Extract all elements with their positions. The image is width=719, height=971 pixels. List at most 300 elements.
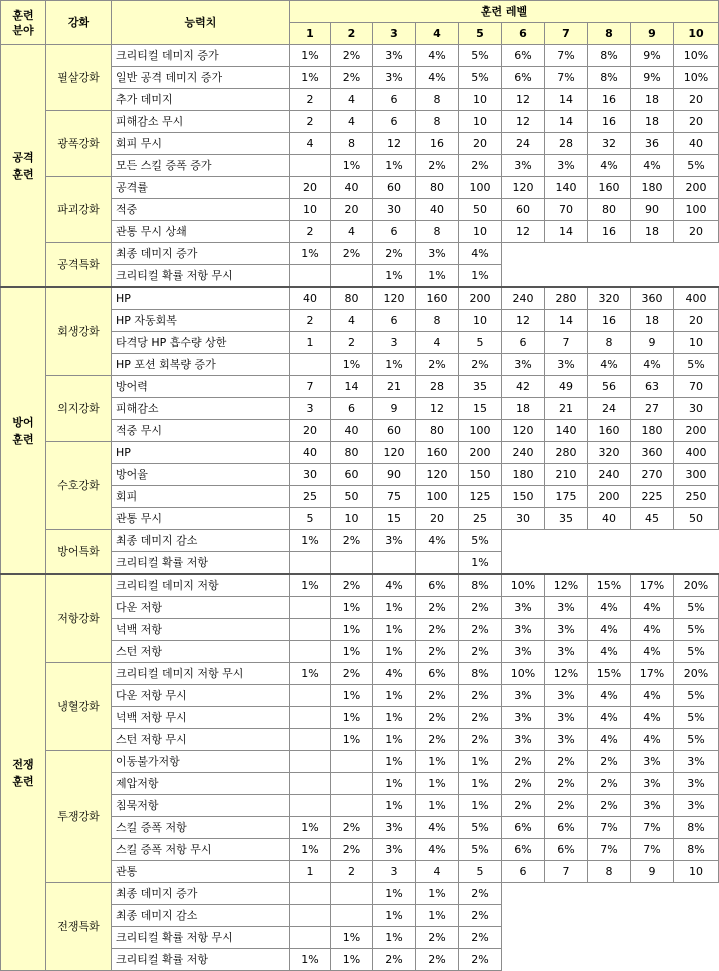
stat-name-cell: 최종 데미지 감소 bbox=[112, 905, 290, 927]
stat-name-cell: 스킬 증폭 저항 bbox=[112, 817, 290, 839]
level-value-cell: 10 bbox=[674, 861, 719, 883]
level-value-cell: 3% bbox=[674, 795, 719, 817]
stat-name-cell: 다운 저항 무시 bbox=[112, 685, 290, 707]
level-value-cell: 4% bbox=[588, 597, 631, 619]
level-value-cell: 2 bbox=[290, 89, 331, 111]
level-value-cell: 1% bbox=[416, 883, 459, 905]
level-value-cell: 160 bbox=[588, 177, 631, 199]
stat-name-cell: 침묵저항 bbox=[112, 795, 290, 817]
level-value-cell: 24 bbox=[502, 133, 545, 155]
stat-name-cell: 스킬 증폭 저항 무시 bbox=[112, 839, 290, 861]
level-value-cell: 2% bbox=[459, 949, 502, 971]
level-value-cell: 1% bbox=[373, 707, 416, 729]
level-value-cell: 7% bbox=[588, 817, 631, 839]
level-value-cell: 12 bbox=[502, 111, 545, 133]
level-value-cell: 12 bbox=[502, 310, 545, 332]
header-stat: 능력치 bbox=[112, 1, 290, 45]
level-value-cell: 40 bbox=[674, 133, 719, 155]
level-value-cell: 3 bbox=[373, 332, 416, 354]
level-value-cell: 2% bbox=[459, 619, 502, 641]
level-value-cell: 1% bbox=[459, 795, 502, 817]
level-value-cell: 8% bbox=[588, 45, 631, 67]
level-value-cell: 3% bbox=[545, 707, 588, 729]
level-value-cell: 1% bbox=[416, 751, 459, 773]
level-value-cell bbox=[290, 729, 331, 751]
level-value-cell: 18 bbox=[631, 111, 674, 133]
level-value-cell: 16 bbox=[416, 133, 459, 155]
level-value-cell: 10 bbox=[459, 310, 502, 332]
level-value-cell: 1% bbox=[373, 795, 416, 817]
level-value-cell: 4% bbox=[588, 641, 631, 663]
level-value-cell: 2% bbox=[416, 155, 459, 177]
level-value-cell: 5% bbox=[674, 729, 719, 751]
level-value-cell: 14 bbox=[545, 221, 588, 243]
level-value-cell: 2 bbox=[331, 332, 373, 354]
enhancement-group-cell: 광폭강화 bbox=[46, 111, 112, 177]
level-value-cell: 6 bbox=[502, 861, 545, 883]
level-value-cell: 270 bbox=[631, 464, 674, 486]
level-value-cell: 2% bbox=[416, 354, 459, 376]
header-group: 강화 bbox=[46, 1, 112, 45]
level-value-cell: 120 bbox=[373, 442, 416, 464]
stat-name-cell: 방어율 bbox=[112, 464, 290, 486]
level-value-cell: 4% bbox=[588, 619, 631, 641]
level-value-cell: 280 bbox=[545, 442, 588, 464]
level-value-cell: 1% bbox=[290, 574, 331, 597]
level-value-cell: 2% bbox=[459, 729, 502, 751]
table-row bbox=[1, 530, 719, 552]
level-value-cell: 30 bbox=[290, 464, 331, 486]
level-value-cell: 2% bbox=[331, 530, 373, 552]
level-value-cell: 2% bbox=[502, 773, 545, 795]
level-value-cell: 5% bbox=[459, 530, 502, 552]
level-value-cell: 2% bbox=[416, 949, 459, 971]
level-value-cell: 4 bbox=[290, 133, 331, 155]
level-value-cell: 8% bbox=[674, 839, 719, 861]
level-value-cell: 60 bbox=[373, 420, 416, 442]
level-value-cell: 40 bbox=[331, 420, 373, 442]
table-row bbox=[1, 751, 719, 773]
level-value-cell: 3% bbox=[416, 243, 459, 265]
level-value-cell: 40 bbox=[588, 508, 631, 530]
level-value-cell: 4% bbox=[588, 354, 631, 376]
level-value-cell: 2% bbox=[545, 795, 588, 817]
level-value-cell: 1% bbox=[416, 795, 459, 817]
level-value-cell: 3% bbox=[502, 354, 545, 376]
level-value-cell: 240 bbox=[588, 464, 631, 486]
level-value-cell: 6 bbox=[373, 310, 416, 332]
level-value-cell: 3% bbox=[502, 155, 545, 177]
level-value-cell: 6 bbox=[331, 398, 373, 420]
level-value-cell: 8 bbox=[416, 111, 459, 133]
level-value-cell: 225 bbox=[631, 486, 674, 508]
header-level: 6 bbox=[502, 23, 545, 45]
table-row bbox=[1, 45, 719, 67]
level-value-cell: 60 bbox=[502, 199, 545, 221]
level-value-cell: 2% bbox=[331, 574, 373, 597]
level-value-cell: 3% bbox=[502, 729, 545, 751]
level-value-cell: 2% bbox=[331, 45, 373, 67]
level-value-cell bbox=[290, 883, 331, 905]
level-value-cell: 17% bbox=[631, 663, 674, 685]
empty-area bbox=[502, 883, 719, 971]
level-value-cell: 2% bbox=[459, 641, 502, 663]
level-value-cell: 3% bbox=[545, 597, 588, 619]
enhancement-group-cell: 의지강화 bbox=[46, 376, 112, 442]
level-value-cell: 2% bbox=[331, 839, 373, 861]
level-value-cell: 49 bbox=[545, 376, 588, 398]
level-value-cell: 8 bbox=[416, 310, 459, 332]
level-value-cell: 1% bbox=[416, 905, 459, 927]
level-value-cell: 20 bbox=[674, 221, 719, 243]
level-value-cell: 14 bbox=[545, 111, 588, 133]
level-value-cell bbox=[290, 773, 331, 795]
level-value-cell: 1% bbox=[290, 949, 331, 971]
level-value-cell: 3% bbox=[373, 839, 416, 861]
level-value-cell: 8 bbox=[416, 89, 459, 111]
level-value-cell: 200 bbox=[588, 486, 631, 508]
level-value-cell: 2% bbox=[416, 685, 459, 707]
level-value-cell: 120 bbox=[416, 464, 459, 486]
level-value-cell: 9 bbox=[373, 398, 416, 420]
level-value-cell: 1% bbox=[331, 155, 373, 177]
level-value-cell: 20 bbox=[331, 199, 373, 221]
level-value-cell: 400 bbox=[674, 287, 719, 310]
level-value-cell: 10% bbox=[502, 663, 545, 685]
level-value-cell: 100 bbox=[416, 486, 459, 508]
level-value-cell: 5% bbox=[674, 707, 719, 729]
level-value-cell bbox=[290, 795, 331, 817]
enhancement-group-cell: 저항강화 bbox=[46, 574, 112, 663]
level-value-cell: 6% bbox=[502, 67, 545, 89]
level-value-cell: 2% bbox=[416, 707, 459, 729]
level-value-cell: 80 bbox=[331, 442, 373, 464]
level-value-cell: 20 bbox=[674, 89, 719, 111]
table-row bbox=[1, 111, 719, 133]
table-header bbox=[1, 1, 719, 45]
stat-name-cell: 타격당 HP 흡수량 상한 bbox=[112, 332, 290, 354]
level-value-cell: 1% bbox=[373, 905, 416, 927]
level-value-cell: 8 bbox=[331, 133, 373, 155]
level-value-cell: 1% bbox=[290, 530, 331, 552]
level-value-cell: 7% bbox=[631, 817, 674, 839]
level-value-cell bbox=[331, 265, 373, 288]
level-value-cell: 3% bbox=[373, 67, 416, 89]
level-value-cell: 1% bbox=[373, 265, 416, 288]
level-value-cell: 2% bbox=[373, 243, 416, 265]
level-value-cell: 28 bbox=[545, 133, 588, 155]
level-value-cell bbox=[290, 619, 331, 641]
stat-name-cell: HP 자동회복 bbox=[112, 310, 290, 332]
level-value-cell: 2% bbox=[588, 795, 631, 817]
level-value-cell: 3% bbox=[545, 729, 588, 751]
level-value-cell: 200 bbox=[674, 177, 719, 199]
level-value-cell: 60 bbox=[331, 464, 373, 486]
level-value-cell bbox=[290, 155, 331, 177]
level-value-cell: 3% bbox=[373, 45, 416, 67]
stat-name-cell: 크리티컬 확률 저항 무시 bbox=[112, 265, 290, 288]
level-value-cell: 4% bbox=[631, 155, 674, 177]
level-value-cell: 140 bbox=[545, 420, 588, 442]
level-value-cell: 150 bbox=[502, 486, 545, 508]
level-value-cell: 3% bbox=[502, 707, 545, 729]
level-value-cell: 16 bbox=[588, 310, 631, 332]
level-value-cell: 3% bbox=[545, 354, 588, 376]
level-value-cell: 5% bbox=[459, 839, 502, 861]
table-body bbox=[1, 45, 719, 971]
level-value-cell: 3% bbox=[545, 685, 588, 707]
stat-name-cell: 스턴 저항 bbox=[112, 641, 290, 663]
level-value-cell: 9% bbox=[631, 45, 674, 67]
level-value-cell: 3% bbox=[502, 685, 545, 707]
level-value-cell: 4% bbox=[416, 817, 459, 839]
level-value-cell: 12 bbox=[502, 89, 545, 111]
level-value-cell: 1% bbox=[331, 707, 373, 729]
level-value-cell: 15 bbox=[373, 508, 416, 530]
level-value-cell: 240 bbox=[502, 287, 545, 310]
level-value-cell: 120 bbox=[502, 177, 545, 199]
table-row bbox=[1, 442, 719, 464]
level-value-cell: 4 bbox=[331, 310, 373, 332]
level-value-cell: 1% bbox=[331, 685, 373, 707]
stat-name-cell: 크리티컬 확률 저항 무시 bbox=[112, 927, 290, 949]
level-value-cell: 3% bbox=[502, 619, 545, 641]
level-value-cell: 320 bbox=[588, 442, 631, 464]
level-value-cell: 12 bbox=[373, 133, 416, 155]
stat-name-cell: 다운 저항 bbox=[112, 597, 290, 619]
level-value-cell: 175 bbox=[545, 486, 588, 508]
header-level: 3 bbox=[373, 23, 416, 45]
level-value-cell bbox=[331, 751, 373, 773]
level-value-cell: 7% bbox=[631, 839, 674, 861]
level-value-cell: 70 bbox=[674, 376, 719, 398]
level-value-cell: 20% bbox=[674, 663, 719, 685]
level-value-cell: 75 bbox=[373, 486, 416, 508]
level-value-cell: 4% bbox=[416, 45, 459, 67]
stat-name-cell: 일반 공격 데미지 증가 bbox=[112, 67, 290, 89]
level-value-cell: 1% bbox=[373, 883, 416, 905]
stat-name-cell: 크리티컬 확률 저항 bbox=[112, 552, 290, 575]
level-value-cell: 5% bbox=[674, 597, 719, 619]
level-value-cell: 18 bbox=[631, 221, 674, 243]
table-row bbox=[1, 663, 719, 685]
level-value-cell: 4 bbox=[416, 861, 459, 883]
level-value-cell: 10% bbox=[502, 574, 545, 597]
level-value-cell: 4% bbox=[373, 663, 416, 685]
level-value-cell: 40 bbox=[416, 199, 459, 221]
level-value-cell: 5% bbox=[674, 155, 719, 177]
level-value-cell: 80 bbox=[416, 177, 459, 199]
level-value-cell bbox=[290, 354, 331, 376]
level-value-cell: 1% bbox=[373, 641, 416, 663]
stat-name-cell: 최종 데미지 증가 bbox=[112, 883, 290, 905]
level-value-cell: 1% bbox=[331, 597, 373, 619]
level-value-cell: 6% bbox=[416, 663, 459, 685]
enhancement-group-cell: 냉혈강화 bbox=[46, 663, 112, 751]
level-value-cell bbox=[331, 883, 373, 905]
level-value-cell bbox=[331, 773, 373, 795]
level-value-cell: 20 bbox=[290, 420, 331, 442]
level-value-cell: 20 bbox=[459, 133, 502, 155]
level-value-cell: 14 bbox=[331, 376, 373, 398]
level-value-cell: 4% bbox=[631, 685, 674, 707]
table-row bbox=[1, 177, 719, 199]
level-value-cell: 21 bbox=[373, 376, 416, 398]
level-value-cell: 4% bbox=[631, 729, 674, 751]
level-value-cell: 2% bbox=[588, 773, 631, 795]
level-value-cell: 10 bbox=[459, 111, 502, 133]
level-value-cell: 50 bbox=[331, 486, 373, 508]
level-value-cell: 4% bbox=[588, 707, 631, 729]
level-value-cell: 40 bbox=[290, 442, 331, 464]
level-value-cell: 70 bbox=[545, 199, 588, 221]
level-value-cell: 1% bbox=[373, 619, 416, 641]
level-value-cell: 2% bbox=[459, 597, 502, 619]
level-value-cell: 14 bbox=[545, 89, 588, 111]
level-value-cell: 8 bbox=[588, 332, 631, 354]
level-value-cell: 3% bbox=[545, 641, 588, 663]
header-level: 9 bbox=[631, 23, 674, 45]
level-value-cell: 7 bbox=[545, 861, 588, 883]
level-value-cell: 1% bbox=[331, 354, 373, 376]
level-value-cell: 3% bbox=[502, 597, 545, 619]
level-value-cell: 180 bbox=[631, 420, 674, 442]
level-value-cell: 35 bbox=[545, 508, 588, 530]
level-value-cell: 6 bbox=[502, 332, 545, 354]
stat-name-cell: 피해감소 bbox=[112, 398, 290, 420]
level-value-cell: 2% bbox=[331, 663, 373, 685]
level-value-cell: 3% bbox=[373, 530, 416, 552]
level-value-cell: 1% bbox=[290, 45, 331, 67]
level-value-cell bbox=[416, 552, 459, 575]
level-value-cell: 2% bbox=[545, 751, 588, 773]
header-field: 훈련 분야 bbox=[1, 1, 46, 45]
level-value-cell: 210 bbox=[545, 464, 588, 486]
level-value-cell: 2 bbox=[290, 310, 331, 332]
level-value-cell: 1% bbox=[373, 597, 416, 619]
header-level: 2 bbox=[331, 23, 373, 45]
level-value-cell: 4% bbox=[373, 574, 416, 597]
enhancement-group-cell: 회생강화 bbox=[46, 287, 112, 376]
level-value-cell: 4% bbox=[631, 354, 674, 376]
stat-name-cell: 적중 무시 bbox=[112, 420, 290, 442]
level-value-cell: 5% bbox=[459, 817, 502, 839]
stat-name-cell: 회피 무시 bbox=[112, 133, 290, 155]
level-value-cell: 1 bbox=[290, 861, 331, 883]
level-value-cell: 40 bbox=[331, 177, 373, 199]
level-value-cell: 300 bbox=[674, 464, 719, 486]
level-value-cell: 1% bbox=[290, 839, 331, 861]
level-value-cell: 2% bbox=[545, 773, 588, 795]
level-value-cell: 10 bbox=[459, 89, 502, 111]
level-value-cell: 2% bbox=[331, 243, 373, 265]
level-value-cell: 6% bbox=[502, 45, 545, 67]
level-value-cell: 16 bbox=[588, 111, 631, 133]
level-value-cell: 4 bbox=[416, 332, 459, 354]
level-value-cell: 10 bbox=[674, 332, 719, 354]
level-value-cell: 32 bbox=[588, 133, 631, 155]
level-value-cell: 10% bbox=[674, 45, 719, 67]
level-value-cell: 5% bbox=[674, 354, 719, 376]
enhancement-group-cell: 전쟁특화 bbox=[46, 883, 112, 971]
level-value-cell: 30 bbox=[674, 398, 719, 420]
stat-name-cell: 크리티컬 데미지 증가 bbox=[112, 45, 290, 67]
level-value-cell: 8 bbox=[588, 861, 631, 883]
level-value-cell: 10 bbox=[331, 508, 373, 530]
level-value-cell: 1% bbox=[416, 773, 459, 795]
level-value-cell: 8% bbox=[459, 663, 502, 685]
level-value-cell: 125 bbox=[459, 486, 502, 508]
level-value-cell: 1% bbox=[459, 265, 502, 288]
level-value-cell: 6% bbox=[502, 839, 545, 861]
level-value-cell: 100 bbox=[674, 199, 719, 221]
level-value-cell: 6 bbox=[373, 221, 416, 243]
level-value-cell: 1% bbox=[290, 817, 331, 839]
stat-name-cell: 적중 bbox=[112, 199, 290, 221]
level-value-cell: 20 bbox=[416, 508, 459, 530]
level-value-cell: 4 bbox=[331, 221, 373, 243]
level-value-cell: 160 bbox=[588, 420, 631, 442]
level-value-cell: 16 bbox=[588, 89, 631, 111]
level-value-cell: 6% bbox=[545, 817, 588, 839]
level-value-cell: 3% bbox=[545, 619, 588, 641]
level-value-cell bbox=[290, 597, 331, 619]
level-value-cell: 20 bbox=[290, 177, 331, 199]
table-row bbox=[1, 883, 719, 905]
level-value-cell: 200 bbox=[674, 420, 719, 442]
level-value-cell: 1% bbox=[331, 619, 373, 641]
level-value-cell: 1% bbox=[459, 773, 502, 795]
header-level: 8 bbox=[588, 23, 631, 45]
level-value-cell: 3 bbox=[290, 398, 331, 420]
level-value-cell: 1% bbox=[373, 927, 416, 949]
level-value-cell: 160 bbox=[416, 442, 459, 464]
level-value-cell: 1 bbox=[290, 332, 331, 354]
level-value-cell: 2% bbox=[459, 685, 502, 707]
level-value-cell bbox=[290, 685, 331, 707]
enhancement-group-cell: 수호강화 bbox=[46, 442, 112, 530]
level-value-cell bbox=[331, 795, 373, 817]
stat-name-cell: 스턴 저항 무시 bbox=[112, 729, 290, 751]
level-value-cell: 280 bbox=[545, 287, 588, 310]
stat-name-cell: 관통 무시 상쇄 bbox=[112, 221, 290, 243]
level-value-cell: 2 bbox=[290, 111, 331, 133]
level-value-cell bbox=[290, 927, 331, 949]
enhancement-group-cell: 투쟁강화 bbox=[46, 751, 112, 883]
level-value-cell: 90 bbox=[631, 199, 674, 221]
table-row bbox=[1, 243, 719, 265]
level-value-cell: 3% bbox=[631, 751, 674, 773]
level-value-cell: 8 bbox=[416, 221, 459, 243]
level-value-cell bbox=[290, 265, 331, 288]
level-value-cell: 50 bbox=[674, 508, 719, 530]
empty-area bbox=[502, 530, 719, 575]
level-value-cell: 400 bbox=[674, 442, 719, 464]
level-value-cell: 2% bbox=[502, 751, 545, 773]
level-value-cell: 27 bbox=[631, 398, 674, 420]
level-value-cell: 56 bbox=[588, 376, 631, 398]
level-value-cell: 5% bbox=[674, 641, 719, 663]
level-value-cell: 2% bbox=[459, 905, 502, 927]
level-value-cell: 63 bbox=[631, 376, 674, 398]
stat-name-cell: 넉백 저항 무시 bbox=[112, 707, 290, 729]
level-value-cell: 320 bbox=[588, 287, 631, 310]
level-value-cell: 4% bbox=[588, 685, 631, 707]
level-value-cell: 6% bbox=[502, 817, 545, 839]
level-value-cell: 1% bbox=[459, 751, 502, 773]
training-field-cell: 공격 훈련 bbox=[1, 45, 46, 288]
level-value-cell: 24 bbox=[588, 398, 631, 420]
